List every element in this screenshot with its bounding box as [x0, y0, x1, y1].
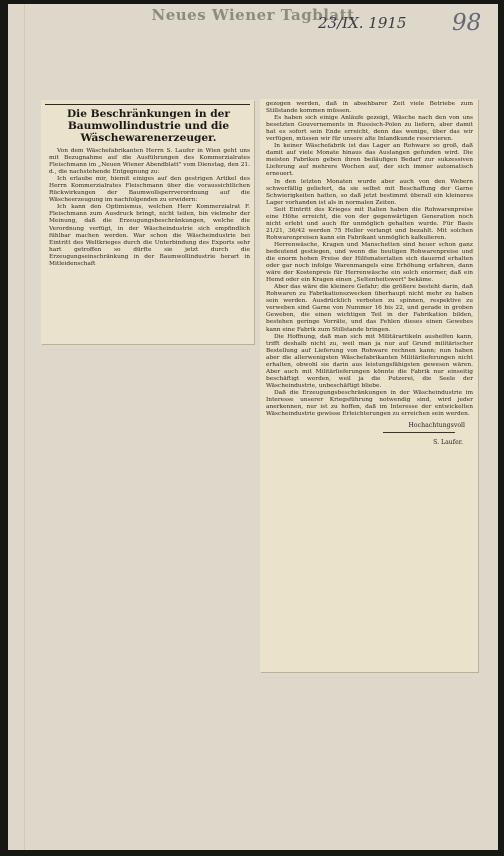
left-column-text	[41, 148, 254, 268]
archive-page	[8, 4, 498, 850]
handwritten-number: 98	[452, 10, 482, 36]
closing-greeting: Hochachtungsvoll	[408, 422, 465, 430]
signature-rule	[383, 432, 455, 433]
paragraph: In den letzten Monaten wurde aber auch von den Webern schwerfällig geliefert, da sie selbst mit Beschaffung der Garne Schwierigkeiten hatten, so daß jetzt bestimmt überall ein kleineres Lager vorhanden ist als in normalen Zeiten.	[266, 178, 473, 206]
paragraph: gezogen werden, daß in absehbarer Zeit viele Betriebe zum Stillstande kommen müssen.	[266, 101, 473, 115]
paragraph: Die Hoffnung, daß man sich mit Militärartikeln aushelfen kann, trifft deshalb nicht zu, weil man ja nur auf Grund militärischer Bestellung auf Lieferung von Rohware rechnen kann; nun haben aber die allerwenigsten Wäschefabrikanten Militärlieferungen nicht erhalten, obwohl sie darin aus leistungsfähigsten gewesen wären. Aber auch mit Militärlieferungen könnte die Fabrik nur einseitig beschäftigt werden, weil ja die Putzerei, die Seele der Wäscheindustrie, unbeschäftigt bliebe.	[266, 333, 473, 389]
paper-fold-line	[24, 4, 25, 850]
clipping-right-column	[260, 99, 478, 672]
paragraph: Ich erlaube mir, hiemit einiges auf den gestrigen Artikel des Herrn Kommerzialrates Fleischmann über die voraussichtlichen Rückwirkungen der Baumwollsperrverordnung auf die Wäscheerzeugung im nachfolgenden zu erwidern:	[49, 176, 250, 204]
right-column-text	[260, 99, 478, 446]
paragraph: In keiner Wäschefabrik ist das Lager an Rohware so groß, daß damit auf viele Monate hinaus das Auslangen gefunden wird. Die meisten Fabriken geben ihren beiläufigen Bedarf zur sukzessiven Lieferung auf mehrere Wochen auf, der sich immer automatisch erneuert.	[266, 143, 473, 178]
paragraph: Herrenwäsche, Kragen und Manschetten sind heuer schon ganz bedeutend gestiegen, und wenn die heutigen Rohwarenpreise und die enorm hohen Preise der Hilfsmaterialien sich dauernd erhalten oder gar noch infolge Warenmangels eine Erhöhung erfahren, dann wäre der Kostenpreis für Herrenwäsche ein solch enormer, daß ein Hemd oder ein Kragen einen „Seltenheitswert" bekäme.	[266, 241, 473, 284]
clipping-left-column	[41, 100, 254, 344]
paragraph: Es haben sich einige Anläufe gezeigt, Wäsche nach den von uns besetzten Gouvernements in Russisch-Polen zu liefern, aber damit hat es sofort sein Ende erreicht, denn das wenige, über das wir verfügen, müssen wir für unsere alte Inlandkunde reservieren.	[266, 115, 473, 143]
paragraph: Ich kann den Optimismus, welchen Herr Kommerzialrat F. Fleischmann zum Ausdruck bringt, nicht teilen, bin vielmehr der Meinung, daß die Erzeugungsbeschränkungen, welche die Verordnung verfügt, in der Wäscheindustrie sich empfindlich fühlbar machen werden. War schon die Wäscheindustrie bei Eintritt des Weltkrieges durch die Unterbindung des Exports sehr hart getroffen so dürfte sie jetzt durch die Erzeugungseinschränkung in der Baumwollindustrie herart in Mitleidenschaft	[49, 204, 250, 267]
article-title: Die Beschränkungen in der Baumwollindustrie und die Wäschewarenerzeuger.	[66, 108, 231, 144]
headline-rule	[45, 104, 250, 105]
newspaper-masthead: Neues Wiener Tagblatt	[151, 6, 355, 24]
signature: S. Laufer.	[433, 439, 463, 447]
paragraph: Aber das wäre die kleinere Gefahr; die größere besteht darin, daß Rohwaren zu Fabrikationszwecken überhaupt nicht mehr zu haben sein werden. Ausdrücklich verboten zu spinnen, respektive zu verweben sind Garne von Nummer 16 bis 22, und gerade in groben Geweben, die einen wichtigen Teil in der Fabrikation bilden, bestehen geringe Vorräte, und das Fehlen dieses einen Gewebes kann eine Fabrik zum Stillstande bringen.	[266, 284, 473, 333]
paragraph: Daß die Erzeugungsbeschränkungen in der Wäscheindustrie im Interesse unserer Kriegsführung notwendig sind, wird jeder anerkennen, nur ist zu hoffen, daß im Interesse der entwickelten Wäscheindustrie gewisse Erleichterungen zu erreichen sein werden.	[266, 389, 473, 418]
paragraph: Seit Eintritt des Krieges mit Italien haben die Rohwarenpreise eine Höhe erreicht, die von der gegenwärtigen Generation noch nicht erlebt und auch für unmöglich gehalten wurde. Für Basis 21/21, 36/42 werden 75 Heller verlangt und bezahlt. Mit solchen Rohwarenpreisen kann ein Fabrikant unmöglich kalkulieren.	[266, 206, 473, 241]
paragraph: Von dem Wäschefabrikanten Herrn S. Laufer in Wien geht uns mit Bezugnahme auf die Ausführungen des Kommerzialrates Fleischmann im „Neuen Wiener Abendblatt" vom Dienstag, den 21. d., die nachstehende Entgegnung zu:	[49, 148, 250, 176]
handwritten-date: 23/IX. 1915	[318, 14, 407, 32]
